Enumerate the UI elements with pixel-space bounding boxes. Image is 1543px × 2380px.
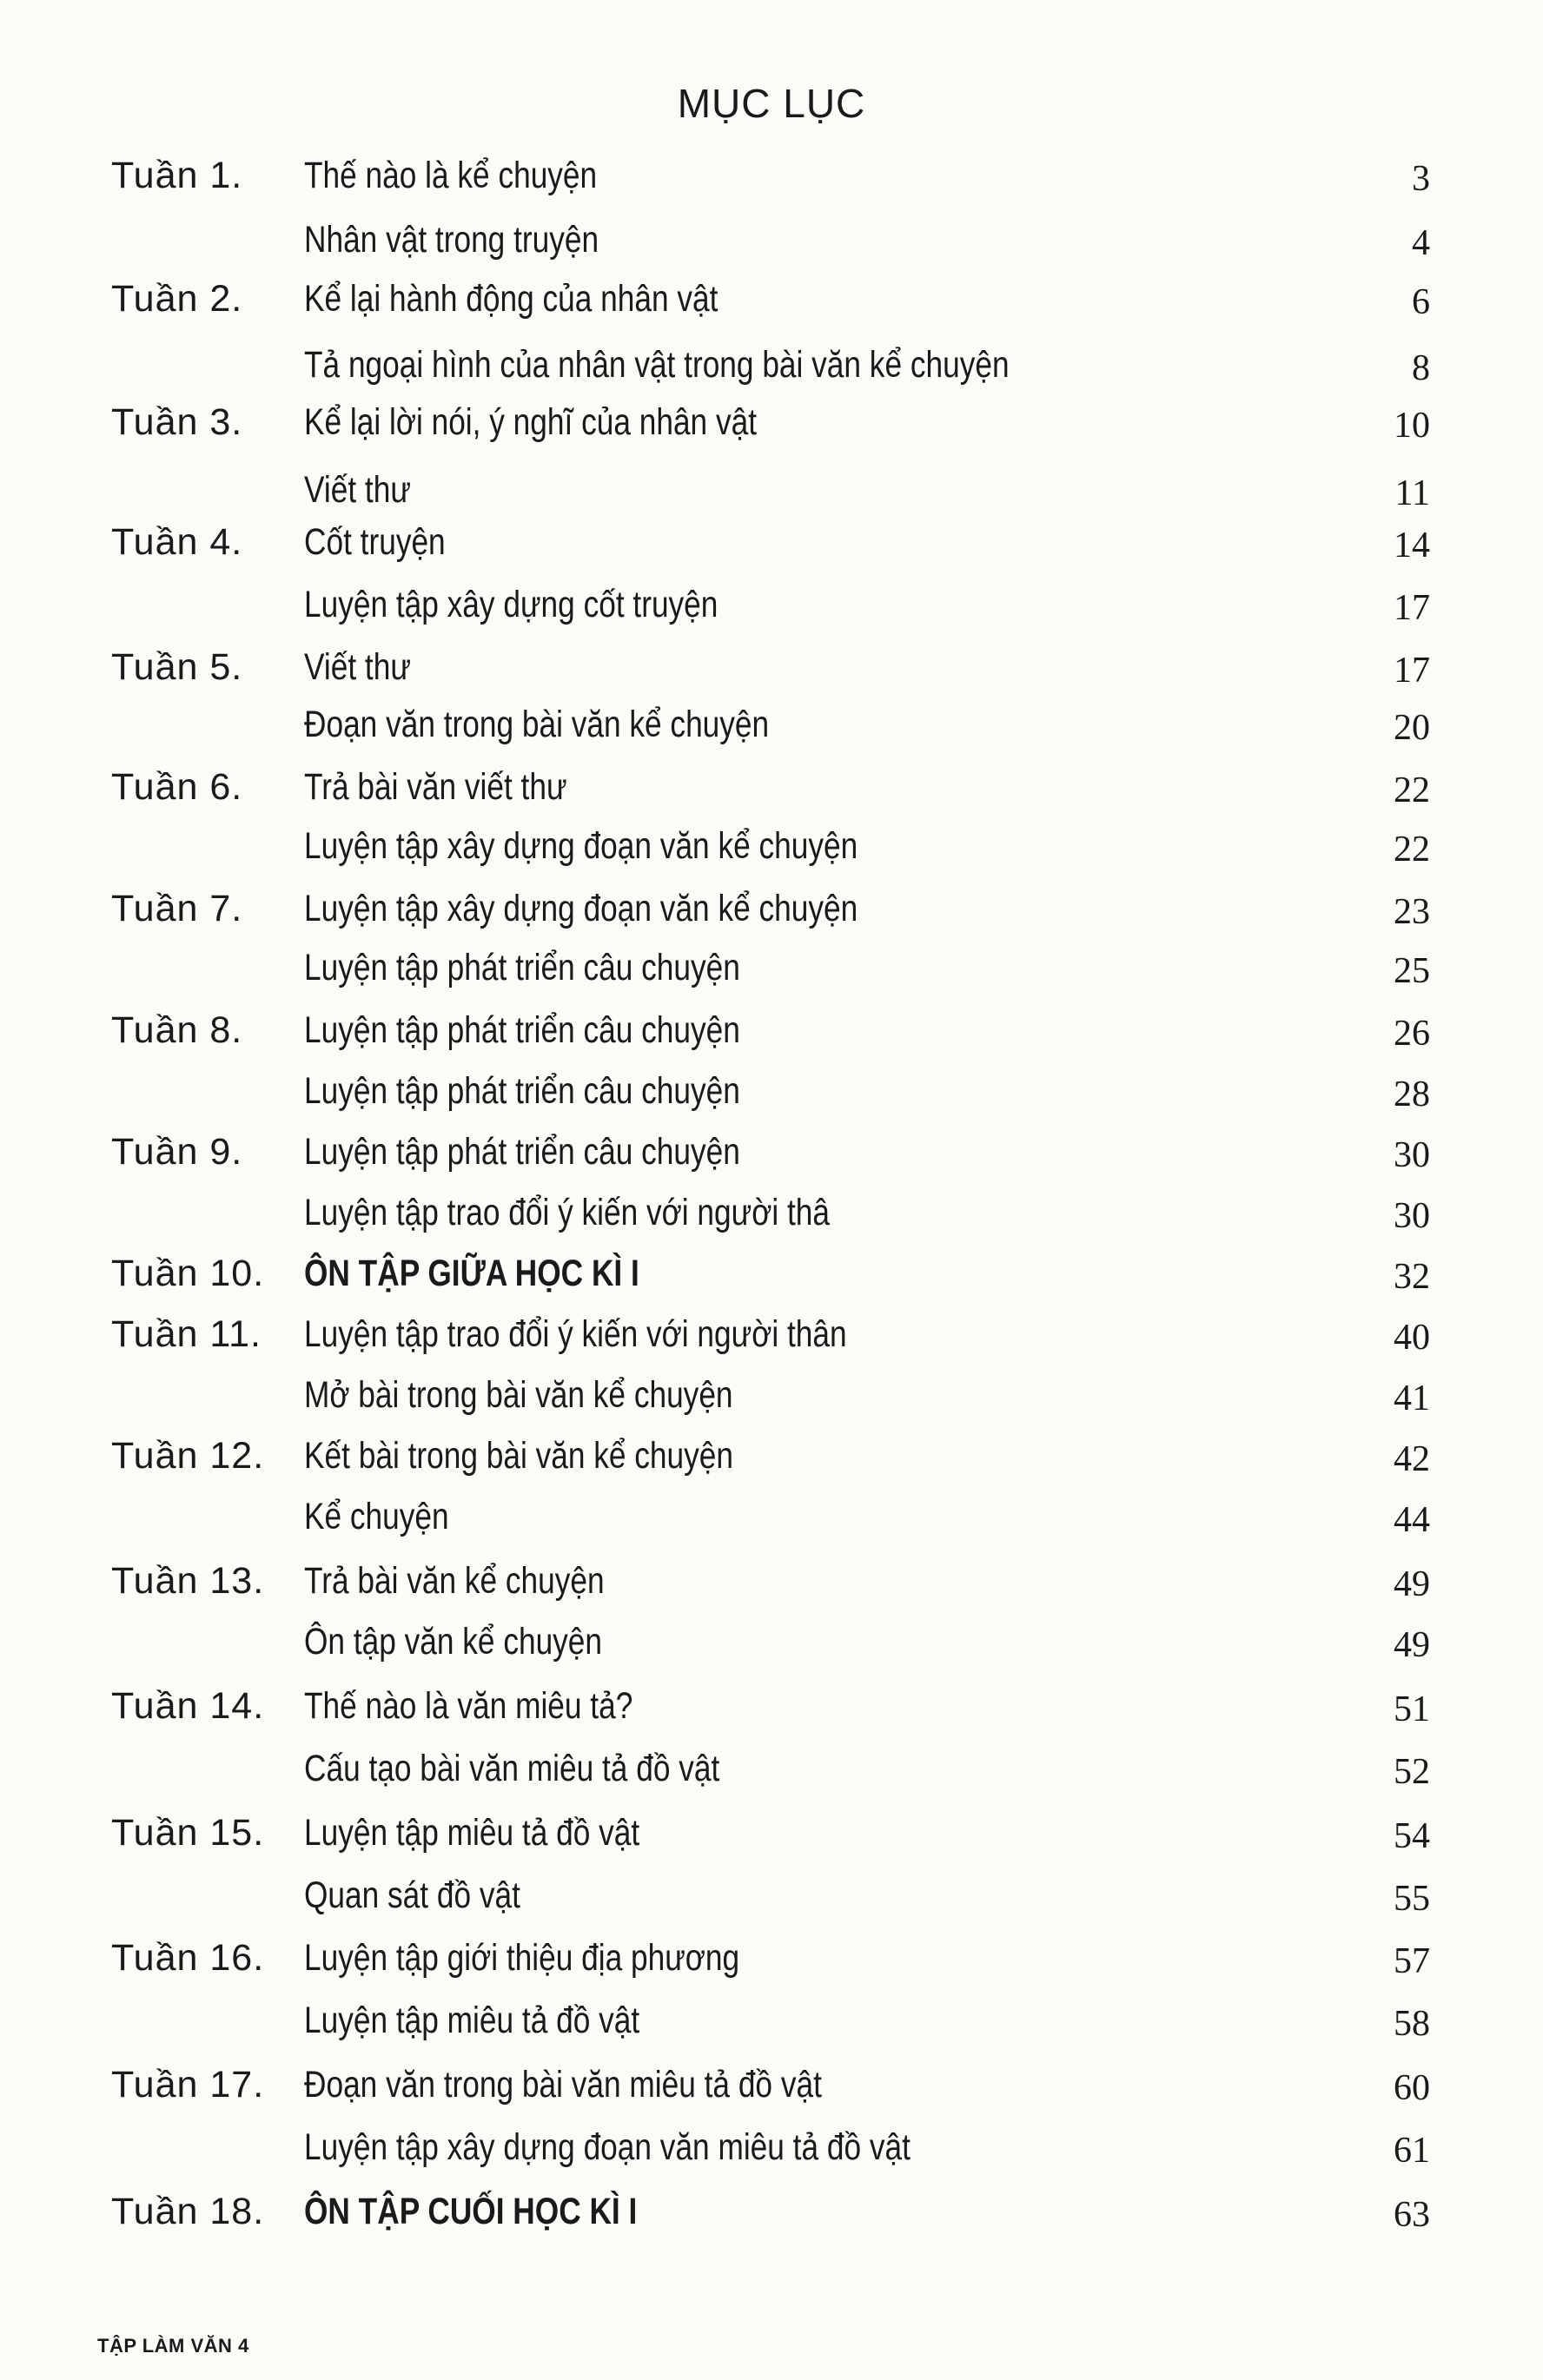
toc-page-number: 6 [1412, 282, 1430, 322]
toc-page-number: 52 [1394, 1752, 1430, 1792]
toc-row [0, 1435, 1543, 1487]
toc-row [0, 469, 1543, 521]
toc-entry-title: Kết bài trong bài văn kể chuyện [304, 1435, 733, 1477]
toc-week-label: Tuần 16. [111, 1937, 265, 1979]
toc-entry-title: Cấu tạo bài văn miêu tả đồ vật [304, 1748, 720, 1789]
toc-row [0, 1748, 1543, 1800]
toc-page-number: 4 [1412, 223, 1430, 263]
toc-week-label: Tuần 6. [111, 766, 243, 808]
toc-entry-title: Luyện tập trao đổi ý kiến với người thân [304, 1313, 847, 1355]
toc-row [0, 1937, 1543, 1989]
toc-page-number: 58 [1394, 2004, 1430, 2044]
toc-week-label: Tuần 7. [111, 888, 243, 929]
toc-entry-title: Ôn tập văn kể chuyện [304, 1621, 603, 1663]
toc-row [0, 1685, 1543, 1737]
toc-page-number: 55 [1394, 1879, 1430, 1919]
toc-row [0, 2000, 1543, 2052]
page-title: MỤC LỤC [677, 81, 866, 126]
toc-page-number: 28 [1394, 1074, 1430, 1114]
toc-page-number: 14 [1394, 526, 1430, 565]
toc-entry-title: ÔN TẬP CUỐI HỌC KÌ I [304, 2191, 638, 2232]
toc-week-label: Tuần 8. [111, 1009, 243, 1051]
toc-week-label: Tuần 18. [111, 2191, 265, 2232]
toc-page-number: 10 [1394, 406, 1430, 446]
toc-row [0, 766, 1543, 818]
toc-entry-title: Luyện tập phát triển câu chuyện [304, 1009, 740, 1051]
toc-entry-title: Viết thư [304, 469, 411, 511]
toc-entry-title: Đoạn văn trong bài văn kể chuyện [304, 704, 770, 745]
toc-week-label: Tuần 13. [111, 1560, 265, 1602]
toc-page-number: 51 [1394, 1689, 1430, 1729]
toc-row [0, 278, 1543, 330]
toc-page-number: 63 [1394, 2195, 1430, 2235]
toc-page-number: 30 [1394, 1196, 1430, 1236]
toc-row [0, 646, 1543, 698]
toc-entry-title: Luyện tập giới thiệu địa phương [304, 1937, 740, 1979]
toc-row [0, 1070, 1543, 1122]
toc-page-number: 32 [1394, 1257, 1430, 1297]
toc-row [0, 1621, 1543, 1673]
toc-row [0, 1131, 1543, 1183]
toc-entry-title: Luyện tập xây dựng đoạn văn kể chuyện [304, 888, 858, 929]
toc-row [0, 219, 1543, 271]
toc-entry-title: Luyện tập xây dựng đoạn văn miêu tả đồ vật [304, 2126, 911, 2168]
toc-page-number: 30 [1394, 1135, 1430, 1175]
toc-week-label: Tuần 2. [111, 278, 243, 320]
toc-entry-title: Luyện tập trao đổi ý kiến với người thâ [304, 1192, 830, 1233]
toc-week-label: Tuần 11. [111, 1313, 262, 1355]
toc-row [0, 1874, 1543, 1927]
toc-week-label: Tuần 12. [111, 1435, 265, 1477]
toc-page-number: 26 [1394, 1014, 1430, 1054]
toc-row [0, 1560, 1543, 1612]
toc-week-label: Tuần 9. [111, 1131, 243, 1173]
toc-row [0, 2126, 1543, 2178]
toc-page-number: 41 [1394, 1378, 1430, 1418]
toc-row [0, 2064, 1543, 2116]
toc-row [0, 825, 1543, 877]
toc-week-label: Tuần 17. [111, 2064, 265, 2106]
toc-entry-title: ÔN TẬP GIỮA HỌC KÌ I [304, 1253, 639, 1294]
toc-page-number: 20 [1394, 708, 1430, 748]
toc-entry-title: Thế nào là kể chuyện [304, 155, 598, 196]
toc-row [0, 704, 1543, 756]
toc-page-number: 61 [1394, 2131, 1430, 2171]
toc-page-number: 60 [1394, 2068, 1430, 2108]
toc-week-label: Tuần 14. [111, 1685, 265, 1727]
toc-row [0, 1374, 1543, 1426]
toc-week-label: Tuần 5. [111, 646, 243, 688]
toc-entry-title: Đoạn văn trong bài văn miêu tả đồ vật [304, 2064, 822, 2106]
toc-entry-title: Luyện tập miêu tả đồ vật [304, 2000, 640, 2041]
toc-entry-title: Quan sát đồ vật [304, 1874, 520, 1916]
toc-entry-title: Luyện tập phát triển câu chuyện [304, 1131, 740, 1173]
toc-page-number: 57 [1394, 1941, 1430, 1981]
toc-row [0, 584, 1543, 636]
toc-entry-title: Luyện tập xây dựng cốt truyện [304, 584, 719, 625]
toc-row [0, 1812, 1543, 1864]
toc-row [0, 888, 1543, 940]
toc-row [0, 947, 1543, 999]
toc-row [0, 401, 1543, 453]
toc-row [0, 1313, 1543, 1365]
toc-week-label: Tuần 10. [111, 1253, 265, 1294]
toc-page-number: 25 [1394, 951, 1430, 991]
toc-week-label: Tuần 4. [111, 521, 243, 563]
toc-entry-title: Luyện tập phát triển câu chuyện [304, 1070, 740, 1112]
footer-book-title: TẬP LÀM VĂN 4 [97, 2335, 249, 2357]
toc-week-label: Tuần 1. [111, 155, 243, 196]
toc-page-number: 17 [1394, 588, 1430, 628]
toc-row [0, 2191, 1543, 2243]
toc-row [0, 521, 1543, 573]
toc-page-number: 54 [1394, 1816, 1430, 1856]
toc-entry-title: Trả bài văn viết thư [304, 766, 567, 808]
toc-page-number: 49 [1394, 1625, 1430, 1665]
toc-page-number: 40 [1394, 1318, 1430, 1358]
toc-week-label: Tuần 3. [111, 401, 243, 443]
toc-entry-title: Thế nào là văn miêu tả? [304, 1685, 633, 1727]
toc-row [0, 1253, 1543, 1305]
toc-entry-title: Kể lại hành động của nhân vật [304, 278, 719, 320]
toc-row [0, 1496, 1543, 1548]
toc-page-number: 23 [1394, 892, 1430, 932]
toc-entry-title: Cốt truyện [304, 521, 446, 563]
toc-entry-title: Luyện tập miêu tả đồ vật [304, 1812, 640, 1854]
toc-page-number: 49 [1394, 1564, 1430, 1604]
toc-entry-title: Trả bài văn kể chuyện [304, 1560, 605, 1602]
toc-entry-title: Kể chuyện [304, 1496, 449, 1537]
toc-page-number: 3 [1412, 159, 1430, 199]
toc-row [0, 155, 1543, 207]
toc-row [0, 344, 1543, 396]
toc-page-number: 44 [1394, 1500, 1430, 1540]
toc-entry-title: Mở bài trong bài văn kể chuyện [304, 1374, 733, 1416]
toc-entry-title: Tả ngoại hình của nhân vật trong bài văn kể chuyện [304, 344, 1010, 386]
toc-page-number: 42 [1394, 1439, 1430, 1479]
toc-page-number: 8 [1412, 348, 1430, 388]
toc-entry-title: Viết thư [304, 646, 411, 688]
toc-page-number: 11 [1394, 473, 1430, 513]
toc-entry-title: Kể lại lời nói, ý nghĩ của nhân vật [304, 401, 758, 443]
toc-page-number: 22 [1394, 830, 1430, 869]
toc-page-number: 17 [1394, 651, 1430, 691]
toc-entry-title: Nhân vật trong truyện [304, 219, 599, 261]
toc-row [0, 1192, 1543, 1244]
toc-page-number: 22 [1394, 770, 1430, 810]
toc-week-label: Tuần 15. [111, 1812, 265, 1854]
toc-entry-title: Luyện tập phát triển câu chuyện [304, 947, 740, 988]
toc-row [0, 1009, 1543, 1061]
toc-entry-title: Luyện tập xây dựng đoạn văn kể chuyện [304, 825, 858, 867]
